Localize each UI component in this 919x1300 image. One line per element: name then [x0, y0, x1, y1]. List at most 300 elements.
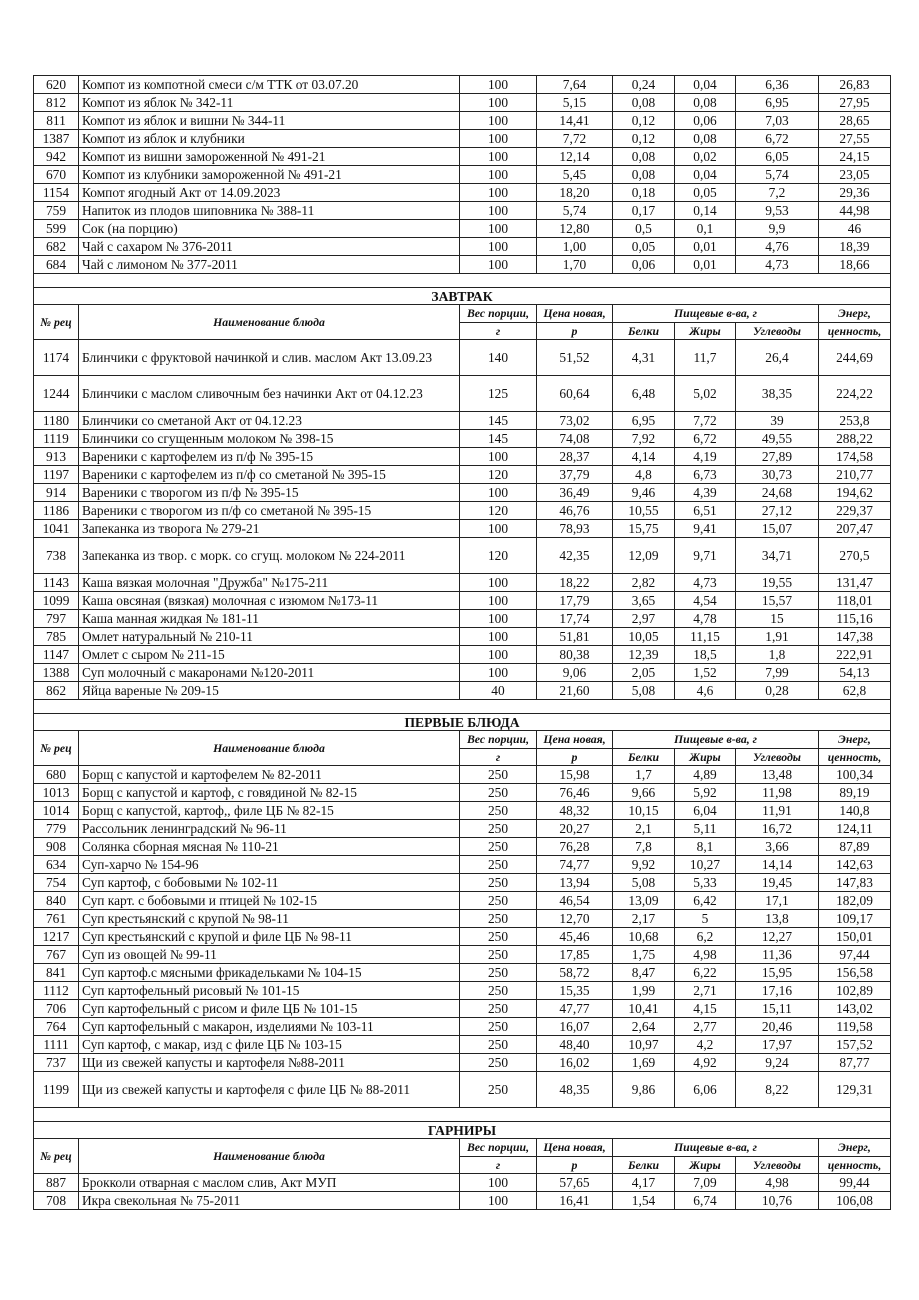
fats-value: 6,73 [675, 466, 736, 484]
energy-value: 87,89 [819, 838, 891, 856]
fats-value: 4,54 [675, 592, 736, 610]
price: 5,45 [537, 166, 613, 184]
carbs-value: 30,73 [736, 466, 819, 484]
fats-value: 4,6 [675, 682, 736, 700]
dish-name: Омлет с сыром № 211-15 [79, 646, 460, 664]
header-carbs: Углеводы [736, 749, 819, 766]
proteins-value: 0,12 [613, 112, 675, 130]
energy-value: 109,17 [819, 910, 891, 928]
carbs-value: 6,95 [736, 94, 819, 112]
carbs-value: 6,72 [736, 130, 819, 148]
fats-value: 4,15 [675, 1000, 736, 1018]
carbs-value: 7,99 [736, 664, 819, 682]
portion-weight: 100 [460, 76, 537, 94]
carbs-value: 34,71 [736, 538, 819, 574]
table-row [34, 1036, 891, 1054]
recipe-number: 779 [34, 820, 79, 838]
table-row [34, 466, 891, 484]
table-row [34, 412, 891, 430]
price: 21,60 [537, 682, 613, 700]
proteins-value: 12,39 [613, 646, 675, 664]
recipe-number: 1388 [34, 664, 79, 682]
carbs-value: 7,2 [736, 184, 819, 202]
price: 46,54 [537, 892, 613, 910]
fats-value: 5,33 [675, 874, 736, 892]
carbs-value: 6,05 [736, 148, 819, 166]
portion-weight: 100 [460, 220, 537, 238]
dish-name: Брокколи отварная с маслом слив, Акт МУП [79, 1174, 460, 1192]
price: 12,80 [537, 220, 613, 238]
price: 5,15 [537, 94, 613, 112]
fats-value: 5,92 [675, 784, 736, 802]
portion-weight: 250 [460, 1054, 537, 1072]
portion-weight: 120 [460, 466, 537, 484]
carbs-value: 38,35 [736, 376, 819, 412]
dish-name: Рассольник ленинградский № 96-11 [79, 820, 460, 838]
dish-name: Запеканка из творога № 279-21 [79, 520, 460, 538]
price: 1,00 [537, 238, 613, 256]
energy-value: 18,39 [819, 238, 891, 256]
portion-weight: 100 [460, 184, 537, 202]
proteins-value: 0,12 [613, 130, 675, 148]
dish-name: Блинчики с фруктовой начинкой и слив. маслом Акт 13.09.23 [79, 340, 460, 376]
portion-weight: 100 [460, 628, 537, 646]
energy-value: 140,8 [819, 802, 891, 820]
proteins-value: 3,65 [613, 592, 675, 610]
energy-value: 124,11 [819, 820, 891, 838]
energy-value: 288,22 [819, 430, 891, 448]
portion-weight: 100 [460, 256, 537, 274]
fats-value: 11,15 [675, 628, 736, 646]
recipe-number: 670 [34, 166, 79, 184]
carbs-value: 27,12 [736, 502, 819, 520]
carbs-value: 24,68 [736, 484, 819, 502]
recipe-number: 754 [34, 874, 79, 892]
portion-weight: 100 [460, 166, 537, 184]
fats-value: 0,1 [675, 220, 736, 238]
fats-value: 0,08 [675, 94, 736, 112]
proteins-value: 8,47 [613, 964, 675, 982]
carbs-value: 4,76 [736, 238, 819, 256]
recipe-number: 1199 [34, 1072, 79, 1108]
price: 58,72 [537, 964, 613, 982]
carbs-value: 15,11 [736, 1000, 819, 1018]
recipe-number: 759 [34, 202, 79, 220]
fats-value: 4,2 [675, 1036, 736, 1054]
energy-value: 26,83 [819, 76, 891, 94]
recipe-number: 840 [34, 892, 79, 910]
dish-name: Запеканка из твор. с морк. со сгущ. молоком № 224-2011 [79, 538, 460, 574]
dish-name: Борщ с капустой и картофелем № 82-2011 [79, 766, 460, 784]
header-price-unit: р [537, 749, 613, 766]
fats-value: 0,06 [675, 112, 736, 130]
portion-weight: 100 [460, 664, 537, 682]
price: 45,46 [537, 928, 613, 946]
fats-value: 6,2 [675, 928, 736, 946]
header-carbs: Углеводы [736, 323, 819, 340]
energy-value: 100,34 [819, 766, 891, 784]
carbs-value: 9,53 [736, 202, 819, 220]
recipe-number: 684 [34, 256, 79, 274]
fats-value: 4,39 [675, 484, 736, 502]
menu-document [33, 75, 890, 1210]
proteins-value: 7,92 [613, 430, 675, 448]
price: 37,79 [537, 466, 613, 484]
proteins-value: 9,66 [613, 784, 675, 802]
recipe-number: 1180 [34, 412, 79, 430]
table-row [34, 148, 891, 166]
dish-name: Суп картофельный с макарон, изделиями № 103-11 [79, 1018, 460, 1036]
portion-weight: 120 [460, 538, 537, 574]
price: 9,06 [537, 664, 613, 682]
recipe-number: 738 [34, 538, 79, 574]
proteins-value: 2,17 [613, 910, 675, 928]
header-energy-unit: ценность, [819, 749, 891, 766]
fats-value: 0,05 [675, 184, 736, 202]
separator-cell [34, 1108, 891, 1122]
portion-weight: 100 [460, 148, 537, 166]
recipe-number: 1174 [34, 340, 79, 376]
fats-value: 0,02 [675, 148, 736, 166]
portion-weight: 145 [460, 412, 537, 430]
header-price-unit: р [537, 1157, 613, 1174]
table-row [34, 610, 891, 628]
recipe-number: 785 [34, 628, 79, 646]
carbs-value: 17,97 [736, 1036, 819, 1054]
proteins-value: 10,05 [613, 628, 675, 646]
energy-value: 207,47 [819, 520, 891, 538]
energy-value: 174,58 [819, 448, 891, 466]
energy-value: 99,44 [819, 1174, 891, 1192]
dish-name: Компот ягодный Акт от 14.09.2023 [79, 184, 460, 202]
dish-name: Каша манная жидкая № 181-11 [79, 610, 460, 628]
fats-value: 6,72 [675, 430, 736, 448]
header-proteins: Белки [613, 1157, 675, 1174]
energy-value: 244,69 [819, 340, 891, 376]
energy-value: 194,62 [819, 484, 891, 502]
recipe-number: 1147 [34, 646, 79, 664]
table-row [34, 1000, 891, 1018]
portion-weight: 250 [460, 892, 537, 910]
dish-name: Суп-харчо № 154-96 [79, 856, 460, 874]
dish-name: Вареники с картофелем из п/ф со сметаной № 395-15 [79, 466, 460, 484]
price: 5,74 [537, 202, 613, 220]
table-row [34, 910, 891, 928]
energy-value: 44,98 [819, 202, 891, 220]
portion-weight: 100 [460, 94, 537, 112]
dish-name: Суп молочный с макаронами №120-2011 [79, 664, 460, 682]
price: 18,22 [537, 574, 613, 592]
energy-value: 131,47 [819, 574, 891, 592]
proteins-value: 0,17 [613, 202, 675, 220]
price: 15,98 [537, 766, 613, 784]
carbs-value: 11,91 [736, 802, 819, 820]
header-portion-unit: г [460, 749, 537, 766]
price: 7,64 [537, 76, 613, 94]
table-row [34, 76, 891, 94]
price: 14,41 [537, 112, 613, 130]
fats-value: 5,11 [675, 820, 736, 838]
fats-value: 2,77 [675, 1018, 736, 1036]
carbs-value: 17,16 [736, 982, 819, 1000]
carbs-value: 26,4 [736, 340, 819, 376]
dish-name: Суп картофельный рисовый № 101-15 [79, 982, 460, 1000]
proteins-value: 5,08 [613, 682, 675, 700]
price: 17,79 [537, 592, 613, 610]
carbs-value: 20,46 [736, 1018, 819, 1036]
header-price: Цена новая, [537, 305, 613, 323]
dish-name: Компот из клубники замороженной № 491-21 [79, 166, 460, 184]
energy-value: 224,22 [819, 376, 891, 412]
energy-value: 29,36 [819, 184, 891, 202]
energy-value: 97,44 [819, 946, 891, 964]
table-row [34, 1192, 891, 1210]
carbs-value: 11,36 [736, 946, 819, 964]
menu-table [33, 75, 891, 1210]
price: 15,35 [537, 982, 613, 1000]
energy-value: 18,66 [819, 256, 891, 274]
proteins-value: 4,17 [613, 1174, 675, 1192]
dish-name: Вареники с творогом из п/ф № 395-15 [79, 484, 460, 502]
header-nutrients: Пищевые в-ва, г [613, 1139, 819, 1157]
header-fats: Жиры [675, 1157, 736, 1174]
table-row [34, 802, 891, 820]
fats-value: 9,41 [675, 520, 736, 538]
carbs-value: 4,73 [736, 256, 819, 274]
proteins-value: 4,8 [613, 466, 675, 484]
proteins-value: 1,75 [613, 946, 675, 964]
section-title-row [34, 288, 891, 305]
recipe-number: 1111 [34, 1036, 79, 1054]
fats-value: 11,7 [675, 340, 736, 376]
proteins-value: 2,64 [613, 1018, 675, 1036]
table-row [34, 892, 891, 910]
fats-value: 0,01 [675, 238, 736, 256]
separator-row [34, 1108, 891, 1122]
table-row [34, 682, 891, 700]
energy-value: 229,37 [819, 502, 891, 520]
table-row [34, 484, 891, 502]
portion-weight: 250 [460, 874, 537, 892]
energy-value: 119,58 [819, 1018, 891, 1036]
header-portion: Вес порции, [460, 1139, 537, 1157]
portion-weight: 100 [460, 574, 537, 592]
table-row [34, 664, 891, 682]
energy-value: 150,01 [819, 928, 891, 946]
portion-weight: 250 [460, 946, 537, 964]
recipe-number: 680 [34, 766, 79, 784]
carbs-value: 27,89 [736, 448, 819, 466]
header-price-unit: р [537, 323, 613, 340]
table-row [34, 574, 891, 592]
portion-weight: 250 [460, 802, 537, 820]
dish-name: Чай с сахаром № 376-2011 [79, 238, 460, 256]
fats-value: 5 [675, 910, 736, 928]
price: 74,08 [537, 430, 613, 448]
carbs-value: 12,27 [736, 928, 819, 946]
fats-value: 4,98 [675, 946, 736, 964]
recipe-number: 1099 [34, 592, 79, 610]
dish-name: Суп картофельный с рисом и филе ЦБ № 101-15 [79, 1000, 460, 1018]
fats-value: 6,51 [675, 502, 736, 520]
recipe-number: 706 [34, 1000, 79, 1018]
table-row [34, 1054, 891, 1072]
portion-weight: 100 [460, 520, 537, 538]
energy-value: 46 [819, 220, 891, 238]
energy-value: 118,01 [819, 592, 891, 610]
recipe-number: 1041 [34, 520, 79, 538]
price: 12,70 [537, 910, 613, 928]
portion-weight: 100 [460, 112, 537, 130]
carbs-value: 10,76 [736, 1192, 819, 1210]
dish-name: Вареники с творогом из п/ф со сметаной № 395-15 [79, 502, 460, 520]
fats-value: 6,74 [675, 1192, 736, 1210]
recipe-number: 620 [34, 76, 79, 94]
fats-value: 0,01 [675, 256, 736, 274]
table-row [34, 946, 891, 964]
recipe-number: 862 [34, 682, 79, 700]
energy-value: 142,63 [819, 856, 891, 874]
table-row [34, 166, 891, 184]
dish-name: Сок (на порцию) [79, 220, 460, 238]
header-dish-name: Наименование блюда [79, 731, 460, 766]
price: 13,94 [537, 874, 613, 892]
table-header-row [34, 731, 891, 749]
dish-name: Компот из компотной смеси с/м ТТК от 03.07.20 [79, 76, 460, 94]
section-title: ЗАВТРАК [34, 288, 891, 305]
proteins-value: 0,05 [613, 238, 675, 256]
proteins-value: 1,99 [613, 982, 675, 1000]
menu-table-body [34, 76, 891, 1210]
table-row [34, 592, 891, 610]
proteins-value: 0,08 [613, 94, 675, 112]
table-row [34, 964, 891, 982]
energy-value: 129,31 [819, 1072, 891, 1108]
recipe-number: 1387 [34, 130, 79, 148]
table-row [34, 202, 891, 220]
carbs-value: 1,91 [736, 628, 819, 646]
recipe-number: 1244 [34, 376, 79, 412]
energy-value: 106,08 [819, 1192, 891, 1210]
table-row [34, 502, 891, 520]
table-row [34, 1018, 891, 1036]
proteins-value: 15,75 [613, 520, 675, 538]
price: 74,77 [537, 856, 613, 874]
fats-value: 2,71 [675, 982, 736, 1000]
table-row [34, 184, 891, 202]
proteins-value: 4,14 [613, 448, 675, 466]
proteins-value: 5,08 [613, 874, 675, 892]
proteins-value: 9,46 [613, 484, 675, 502]
portion-weight: 250 [460, 766, 537, 784]
energy-value: 89,19 [819, 784, 891, 802]
dish-name: Компот из яблок и клубники [79, 130, 460, 148]
carbs-value: 17,1 [736, 892, 819, 910]
proteins-value: 13,09 [613, 892, 675, 910]
price: 17,85 [537, 946, 613, 964]
portion-weight: 250 [460, 1000, 537, 1018]
header-fats: Жиры [675, 749, 736, 766]
carbs-value: 9,24 [736, 1054, 819, 1072]
recipe-number: 913 [34, 448, 79, 466]
header-fats: Жиры [675, 323, 736, 340]
header-energy: Энерг, [819, 731, 891, 749]
price: 76,28 [537, 838, 613, 856]
price: 78,93 [537, 520, 613, 538]
price: 16,41 [537, 1192, 613, 1210]
recipe-number: 1143 [34, 574, 79, 592]
dish-name: Щи из свежей капусты и картофеля №88-2011 [79, 1054, 460, 1072]
carbs-value: 9,9 [736, 220, 819, 238]
price: 7,72 [537, 130, 613, 148]
header-rec-no: № рец [34, 1139, 79, 1174]
header-price: Цена новая, [537, 731, 613, 749]
recipe-number: 1186 [34, 502, 79, 520]
dish-name: Солянка сборная мясная № 110-21 [79, 838, 460, 856]
portion-weight: 250 [460, 982, 537, 1000]
energy-value: 182,09 [819, 892, 891, 910]
energy-value: 210,77 [819, 466, 891, 484]
carbs-value: 13,8 [736, 910, 819, 928]
energy-value: 147,83 [819, 874, 891, 892]
table-row [34, 220, 891, 238]
portion-weight: 100 [460, 646, 537, 664]
fats-value: 10,27 [675, 856, 736, 874]
energy-value: 115,16 [819, 610, 891, 628]
fats-value: 4,89 [675, 766, 736, 784]
dish-name: Суп из овощей № 99-11 [79, 946, 460, 964]
price: 48,32 [537, 802, 613, 820]
table-row [34, 340, 891, 376]
recipe-number: 812 [34, 94, 79, 112]
carbs-value: 3,66 [736, 838, 819, 856]
recipe-number: 914 [34, 484, 79, 502]
price: 17,74 [537, 610, 613, 628]
carbs-value: 14,14 [736, 856, 819, 874]
portion-weight: 125 [460, 376, 537, 412]
portion-weight: 250 [460, 910, 537, 928]
portion-weight: 100 [460, 484, 537, 502]
energy-value: 147,38 [819, 628, 891, 646]
price: 1,70 [537, 256, 613, 274]
carbs-value: 6,36 [736, 76, 819, 94]
dish-name: Яйца вареные № 209-15 [79, 682, 460, 700]
fats-value: 0,04 [675, 76, 736, 94]
section-title-row [34, 1122, 891, 1139]
price: 51,52 [537, 340, 613, 376]
portion-weight: 250 [460, 838, 537, 856]
fats-value: 7,09 [675, 1174, 736, 1192]
fats-value: 6,22 [675, 964, 736, 982]
price: 12,14 [537, 148, 613, 166]
recipe-number: 764 [34, 1018, 79, 1036]
proteins-value: 10,15 [613, 802, 675, 820]
dish-name: Компот из яблок № 342-11 [79, 94, 460, 112]
price: 51,81 [537, 628, 613, 646]
proteins-value: 2,82 [613, 574, 675, 592]
dish-name: Блинчики со сметаной Акт от 04.12.23 [79, 412, 460, 430]
portion-weight: 145 [460, 430, 537, 448]
portion-weight: 40 [460, 682, 537, 700]
energy-value: 87,77 [819, 1054, 891, 1072]
fats-value: 18,5 [675, 646, 736, 664]
dish-name: Суп карт. с бобовыми и птицей № 102-15 [79, 892, 460, 910]
recipe-number: 1014 [34, 802, 79, 820]
portion-weight: 250 [460, 820, 537, 838]
dish-name: Вареники с картофелем из п/ф № 395-15 [79, 448, 460, 466]
proteins-value: 12,09 [613, 538, 675, 574]
proteins-value: 0,18 [613, 184, 675, 202]
